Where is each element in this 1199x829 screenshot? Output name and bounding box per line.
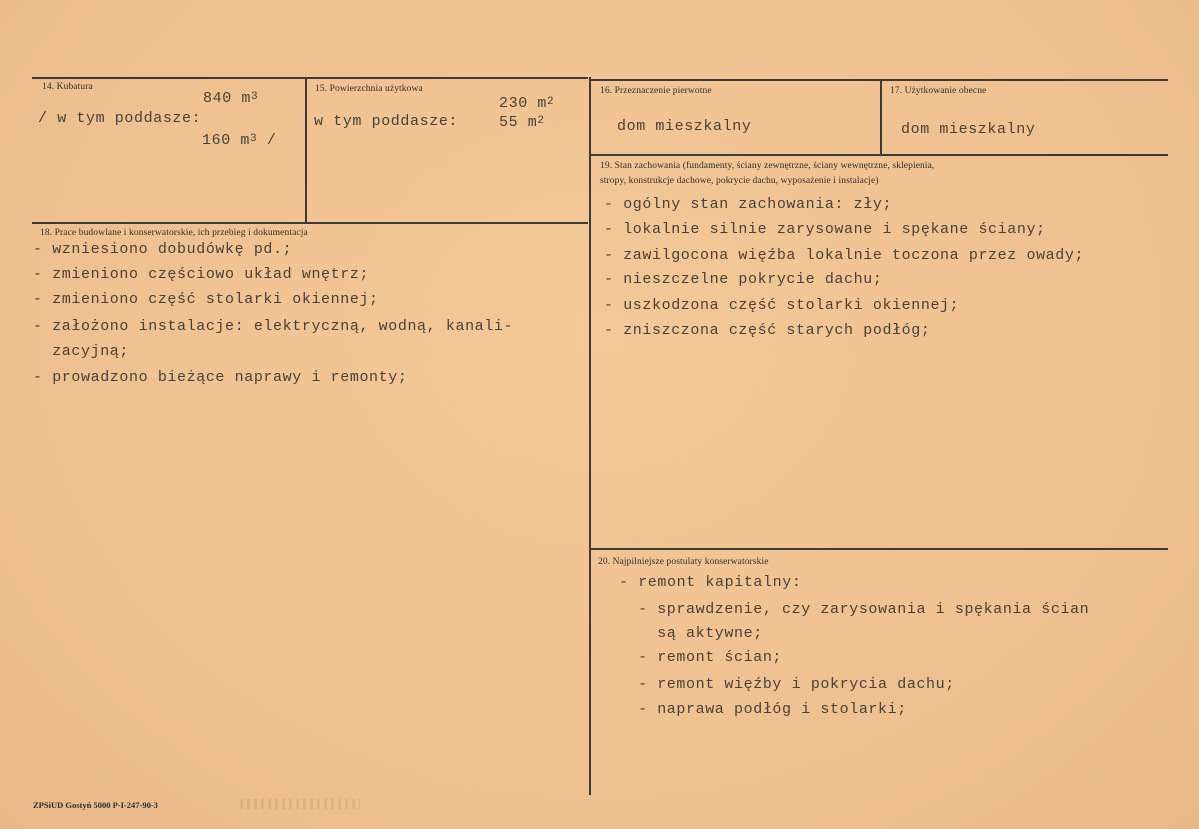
section-14-attic-value: 160 m [202, 132, 251, 149]
top-rule-left [32, 77, 588, 79]
section-15-attic [499, 114, 545, 131]
section-15-total-value: 230 m [499, 95, 548, 112]
section-18-line: - założono instalacje: elektryczną, wodną, kanali- [33, 318, 514, 335]
section-19-line: - zawilgocona więźba lokalnie toczona przez owady; [604, 247, 1085, 264]
section-15-attic-label: w tym poddasze: [314, 113, 459, 130]
section-16-value: dom mieszkalny [617, 118, 752, 135]
section-14-total-exponent: 3 [251, 91, 259, 103]
section-20-label: 20. Najpilniejsze postulaty konserwatorskie [598, 557, 769, 567]
section-20-line: - remont ścian; [638, 649, 783, 666]
section-20-line: - naprawa podłóg i stolarki; [638, 701, 907, 718]
section-17-label: 17. Użytkowanie obecne [890, 86, 987, 96]
section-14-label: 14. Kubatura [42, 82, 93, 92]
section-15-attic-value: 55 m [499, 114, 538, 131]
section-16-label: 16. Przeznaczenie pierwotne [600, 86, 712, 96]
section-19-label-line1: 19. Stan zachowania (fundamenty, ściany zewnętrzne, ściany wewnętrzne, sklepienia, [600, 161, 935, 171]
faded-stamp-mark [240, 799, 360, 809]
section-15-label: 15. Powierzchnia użytkowa [315, 84, 423, 94]
section-18-line: - wzniesiono dobudówkę pd.; [33, 241, 293, 258]
section-20-line: są aktywne; [638, 625, 763, 642]
divider-main [589, 77, 591, 795]
section-18-line: - zmieniono część stolarki okiennej; [33, 291, 379, 308]
section-15-attic-exponent: 2 [537, 115, 545, 127]
section-15-total [499, 95, 554, 112]
section-18-line: - zmieniono częściowo układ wnętrz; [33, 266, 370, 283]
section-19-line: - uszkodzona część stolarki okiennej; [604, 297, 960, 314]
divider-16-17 [880, 79, 882, 155]
section-19-line: - ogólny stan zachowania: zły; [604, 196, 893, 213]
section-15-total-exponent: 2 [547, 96, 555, 108]
section-18-line: - prowadzono bieżące naprawy i remonty; [33, 369, 408, 386]
rule-above-18 [32, 222, 588, 224]
section-14-total [203, 90, 258, 107]
rule-above-20 [591, 548, 1168, 550]
section-14-total-value: 840 m [203, 90, 252, 107]
section-20-line: - remont więźby i pokrycia dachu; [638, 676, 955, 693]
print-footer: ZPSiUD Gostyń 5000 P-I-247-90-3 [33, 800, 158, 810]
section-18-line: zacyjną; [33, 343, 130, 360]
section-14-attic-label: / w tym poddasze: [38, 110, 202, 127]
section-19-line: - nieszczelne pokrycie dachu; [604, 271, 883, 288]
section-17-value: dom mieszkalny [901, 121, 1036, 138]
section-19-line: - zniszczona część starych podłóg; [604, 322, 931, 339]
section-14-attic [202, 132, 276, 149]
section-14-attic-exponent: 3 [250, 133, 258, 145]
divider-14-15 [305, 77, 307, 223]
section-20-line: - remont kapitalny: [619, 574, 802, 591]
section-19-label-line2: stropy, konstrukcje dachowe, pokrycie dachu, wyposażenie i instalacje) [600, 176, 879, 186]
section-20-line: - sprawdzenie, czy zarysowania i spękania ścian [638, 601, 1090, 618]
section-18-label: 18. Prace budowlane i konserwatorskie, ich przebieg i dokumentacja [40, 228, 308, 238]
section-14-attic-suffix: / [266, 132, 277, 149]
section-19-line: - lokalnie silnie zarysowane i spękane ściany; [604, 221, 1046, 238]
